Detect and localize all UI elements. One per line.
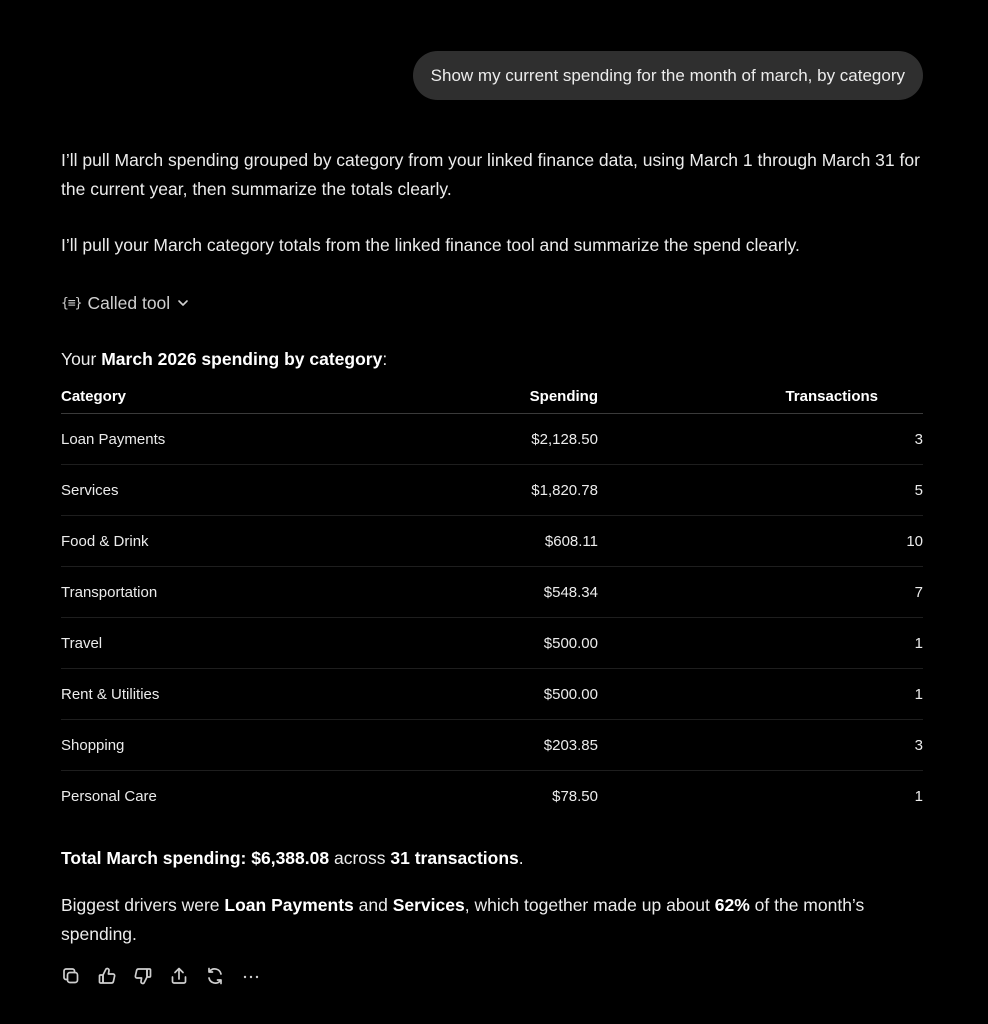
share-button[interactable] <box>169 964 189 988</box>
table-row <box>61 771 923 822</box>
called-tool-toggle[interactable] <box>61 289 190 317</box>
copy-icon <box>61 966 81 986</box>
cell-transactions: 1 <box>914 787 923 805</box>
cell-category: Rent & Utilities <box>61 669 381 720</box>
more-options-button[interactable] <box>241 964 261 988</box>
drivers-summary: Biggest drivers were Loan Payments and Services, which together made up about 62% of the month’s spending. <box>61 895 865 944</box>
cell-category: Personal Care <box>61 787 157 805</box>
more-icon <box>241 966 261 986</box>
cell-transactions: 3 <box>598 720 923 771</box>
total-transactions: 31 transactions <box>390 848 519 868</box>
table-row <box>61 516 923 567</box>
called-tool-label: Called tool <box>87 292 171 313</box>
cell-category: Loan Payments <box>61 414 381 465</box>
cell-spending: $203.85 <box>381 720 598 771</box>
table-row <box>61 567 923 618</box>
total-summary: Total March spending: $6,388.08 across 31 transactions. <box>61 848 524 868</box>
table-header-row <box>61 380 923 414</box>
regenerate-button[interactable] <box>205 964 225 988</box>
table-row <box>61 720 923 771</box>
header-transactions: Transactions <box>598 380 923 414</box>
cell-category: Transportation <box>61 567 381 618</box>
total-amount: Total March spending: $6,388.08 <box>61 848 330 868</box>
message-actions <box>61 964 261 988</box>
cell-transactions: 5 <box>598 465 923 516</box>
cell-transactions: 7 <box>598 567 923 618</box>
header-spending: Spending <box>381 380 598 414</box>
cell-spending: $608.11 <box>381 516 598 567</box>
cell-spending: $2,128.50 <box>381 414 598 465</box>
table-heading: Your March 2026 spending by category: <box>61 349 388 369</box>
cell-category: Shopping <box>61 720 381 771</box>
cell-transactions: 10 <box>598 516 923 567</box>
header-category: Category <box>61 380 381 414</box>
cell-category: Travel <box>61 618 381 669</box>
assistant-paragraph-1: I’ll pull March spending grouped by category from your linked finance data, using March 1 through March 31 for the current year, then summarize the totals clearly. <box>61 150 920 199</box>
regenerate-icon <box>205 966 225 986</box>
cell-transactions: 1 <box>598 669 923 720</box>
share-icon <box>169 966 189 986</box>
cell-spending: $548.34 <box>381 567 598 618</box>
table-row <box>61 669 923 720</box>
spending-table <box>61 380 923 821</box>
cell-spending: $78.50 <box>552 787 598 805</box>
cell-category: Services <box>61 465 381 516</box>
user-message-bubble: Show my current spending for the month of march, by category <box>413 51 923 100</box>
cell-spending: $1,820.78 <box>381 465 598 516</box>
cell-transactions: 3 <box>598 414 923 465</box>
table-row <box>61 414 923 465</box>
table-row <box>61 465 923 516</box>
table-row <box>61 618 923 669</box>
cell-category: Food & Drink <box>61 516 381 567</box>
copy-button[interactable] <box>61 964 81 988</box>
thumbs-up-button[interactable] <box>97 964 117 988</box>
cell-spending: $500.00 <box>381 618 598 669</box>
thumbs-down-icon <box>133 966 153 986</box>
table-heading-bold: March 2026 spending by category <box>101 349 383 369</box>
thumbs-down-button[interactable] <box>133 964 153 988</box>
assistant-paragraph-2: I’ll pull your March category totals from the linked finance tool and summarize the spend clearly. <box>61 235 800 255</box>
tool-braces-icon: {≡} <box>61 295 82 311</box>
cell-transactions: 1 <box>598 618 923 669</box>
thumbs-up-icon <box>97 966 117 986</box>
chevron-down-icon <box>176 296 190 310</box>
cell-spending: $500.00 <box>381 669 598 720</box>
